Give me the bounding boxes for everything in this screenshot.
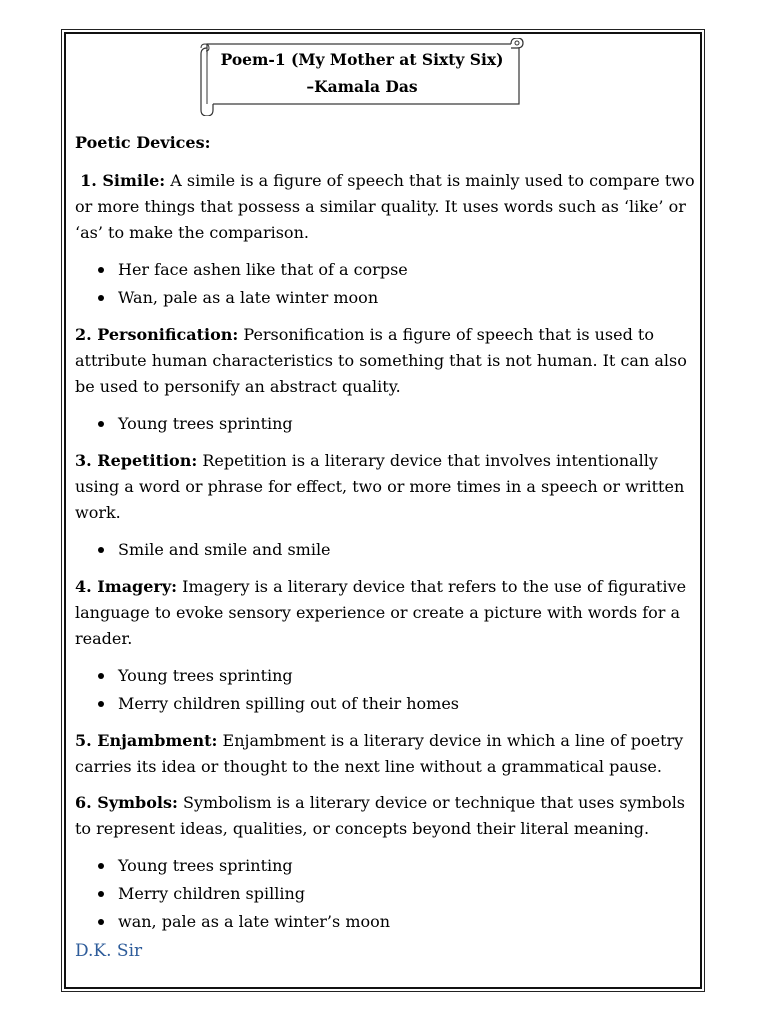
device-symbols (75, 790, 695, 842)
bullet-icon (98, 891, 104, 897)
bullet-icon (98, 863, 104, 869)
examples-list (75, 536, 695, 564)
bullet-icon (98, 673, 104, 679)
list-item: Merry children spilling (96, 880, 695, 908)
device-imagery (75, 574, 695, 652)
title-line-2: –Kamala Das (306, 77, 418, 96)
bullet-icon (98, 701, 104, 707)
bullet-icon (98, 547, 104, 553)
author-signature: D.K. Sir (75, 941, 143, 961)
device-label: 5. Enjambment: (75, 731, 218, 750)
bullet-icon (98, 267, 104, 273)
examples-list (75, 256, 695, 312)
list-item: Wan, pale as a late winter moon (96, 284, 695, 312)
list-item: Young trees sprinting (96, 410, 695, 438)
device-label: 4. Imagery: (75, 577, 178, 596)
list-item: Young trees sprinting (96, 852, 695, 880)
device-definition: Repetition is a literary device that involves intentionally using a word or phrase for effect, two or more times in a speech or written work. (75, 451, 685, 522)
device-label: 6. Symbols: (75, 793, 178, 812)
device-label: 1. Simile: (80, 171, 166, 190)
examples-list (75, 410, 695, 438)
list-item: Young trees sprinting (96, 662, 695, 690)
list-item: Her face ashen like that of a corpse (96, 256, 695, 284)
device-definition: A simile is a figure of speech that is mainly used to compare two or more things that possess a similar quality. It uses words such as ‘like’ or ‘as’ to make the comparison. (75, 171, 695, 242)
device-enjambment (75, 728, 695, 780)
examples-list (75, 662, 695, 718)
document-body (75, 130, 695, 964)
list-item: wan, pale as a late winter’s moon (96, 908, 695, 936)
bullet-icon (98, 421, 104, 427)
device-personification (75, 322, 695, 400)
device-definition: Personification is a figure of speech that is used to attribute human characteristics to something that is not human. It can also be used to personify an abstract quality. (75, 325, 687, 396)
device-definition: Imagery is a literary device that refers to the use of figurative language to evoke sensory experience or create a picture with words for a reader. (75, 577, 687, 648)
list-item: Smile and smile and smile (96, 536, 695, 564)
title-line-1: Poem-1 (My Mother at Sixty Six) (220, 50, 504, 69)
device-repetition (75, 448, 695, 526)
device-definition: Enjambment is a literary device in which a line of poetry carries its idea or thought to the next line without a grammatical pause. (75, 731, 684, 776)
bullet-icon (98, 295, 104, 301)
examples-list (75, 852, 695, 936)
section-heading: Poetic Devices: (75, 133, 211, 152)
title-block (211, 46, 513, 100)
device-simile (75, 168, 695, 246)
device-label: 3. Repetition: (75, 451, 198, 470)
list-item: Merry children spilling out of their homes (96, 690, 695, 718)
device-definition: Symbolism is a literary device or technique that uses symbols to represent ideas, qualities, or concepts beyond their literal meaning. (75, 793, 686, 838)
bullet-icon (98, 919, 104, 925)
title-scroll-banner (199, 38, 525, 116)
device-label: 2. Personification: (75, 325, 239, 344)
